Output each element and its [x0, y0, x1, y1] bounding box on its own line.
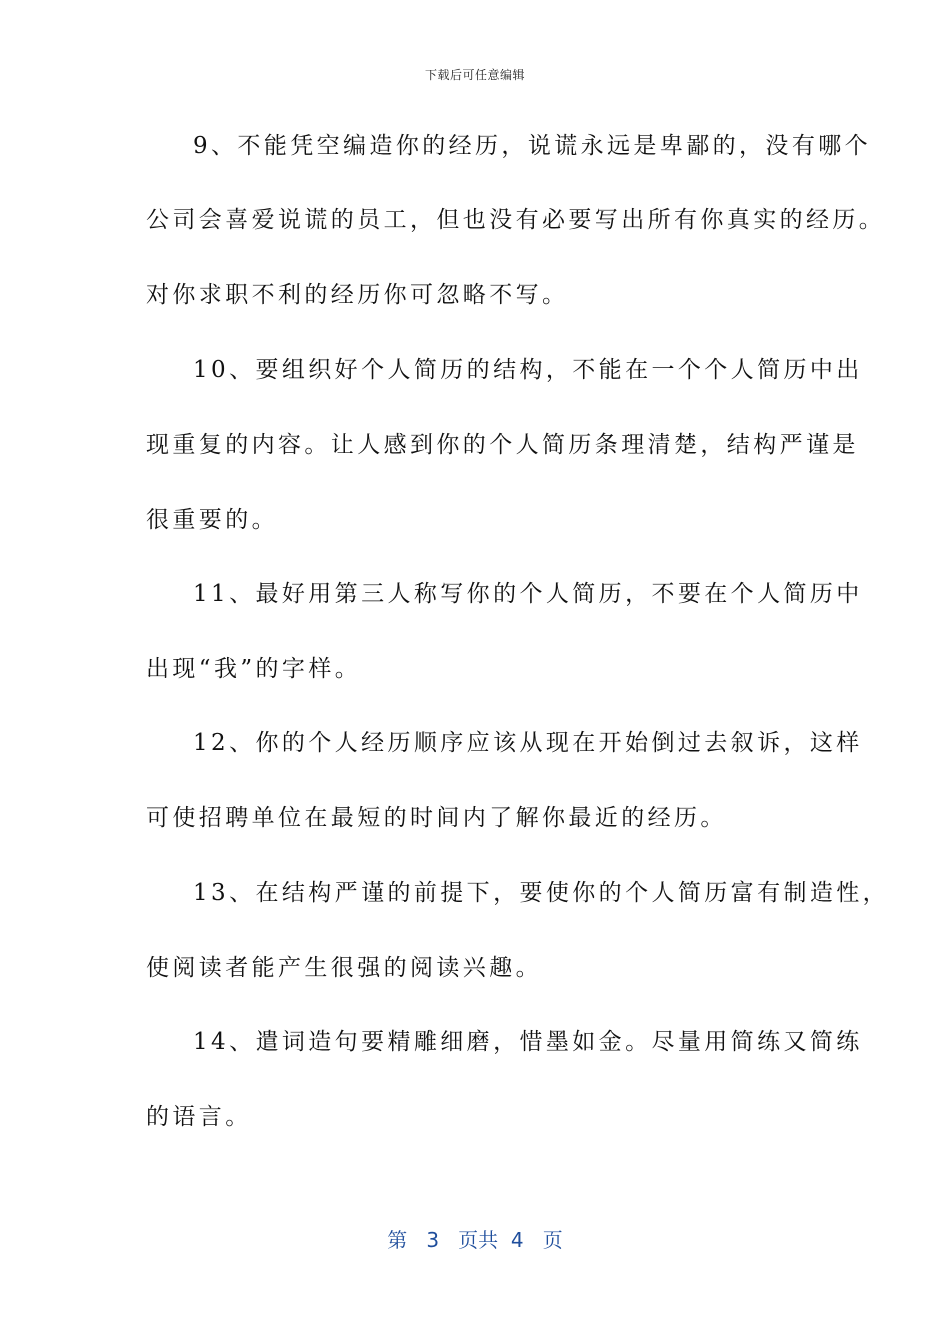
page-footer	[0, 1224, 950, 1253]
footer-page-number: 3	[426, 1228, 440, 1252]
paragraph-line: 14、遣词造句要精雕细磨，惜墨如金。尽量用简练又简练	[193, 1029, 863, 1055]
paragraph-line: 的语言。	[146, 1104, 252, 1130]
paragraph-line: 现重复的内容。让人感到你的个人简历条理清楚，结构严谨是	[146, 432, 859, 458]
paragraph-line: 出现“我”的字样。	[146, 656, 362, 682]
paragraph-line: 使阅读者能产生很强的阅读兴趣。	[146, 955, 542, 981]
footer-middle: 页共	[458, 1228, 499, 1252]
paragraph-line: 11、最好用第三人称写你的个人简历，不要在个人简历中	[193, 581, 863, 607]
footer-total-pages: 4	[510, 1228, 524, 1252]
header-note: 下载后可任意编辑	[424, 68, 525, 82]
paragraph-line: 9、不能凭空编造你的经历，说谎永远是卑鄙的，没有哪个	[193, 133, 872, 159]
paragraph-line: 可使招聘单位在最短的时间内了解你最近的经历。	[146, 805, 727, 831]
paragraph-line: 10、要组织好个人简历的结构，不能在一个个人简历中出	[193, 357, 863, 383]
paragraph-line: 13、在结构严谨的前提下，要使你的个人简历富有制造性，	[193, 880, 890, 906]
paragraph-line: 12、你的个人经历顺序应该从现在开始倒过去叙诉，这样	[193, 730, 863, 756]
paragraph-line: 很重要的。	[146, 507, 278, 533]
paragraph-line: 对你求职不利的经历你可忽略不写。	[146, 282, 569, 308]
footer-suffix: 页	[542, 1228, 563, 1252]
footer-prefix: 第	[387, 1228, 408, 1252]
paragraph-line: 公司会喜爱说谎的员工，但也没有必要写出所有你真实的经历。	[146, 207, 886, 233]
